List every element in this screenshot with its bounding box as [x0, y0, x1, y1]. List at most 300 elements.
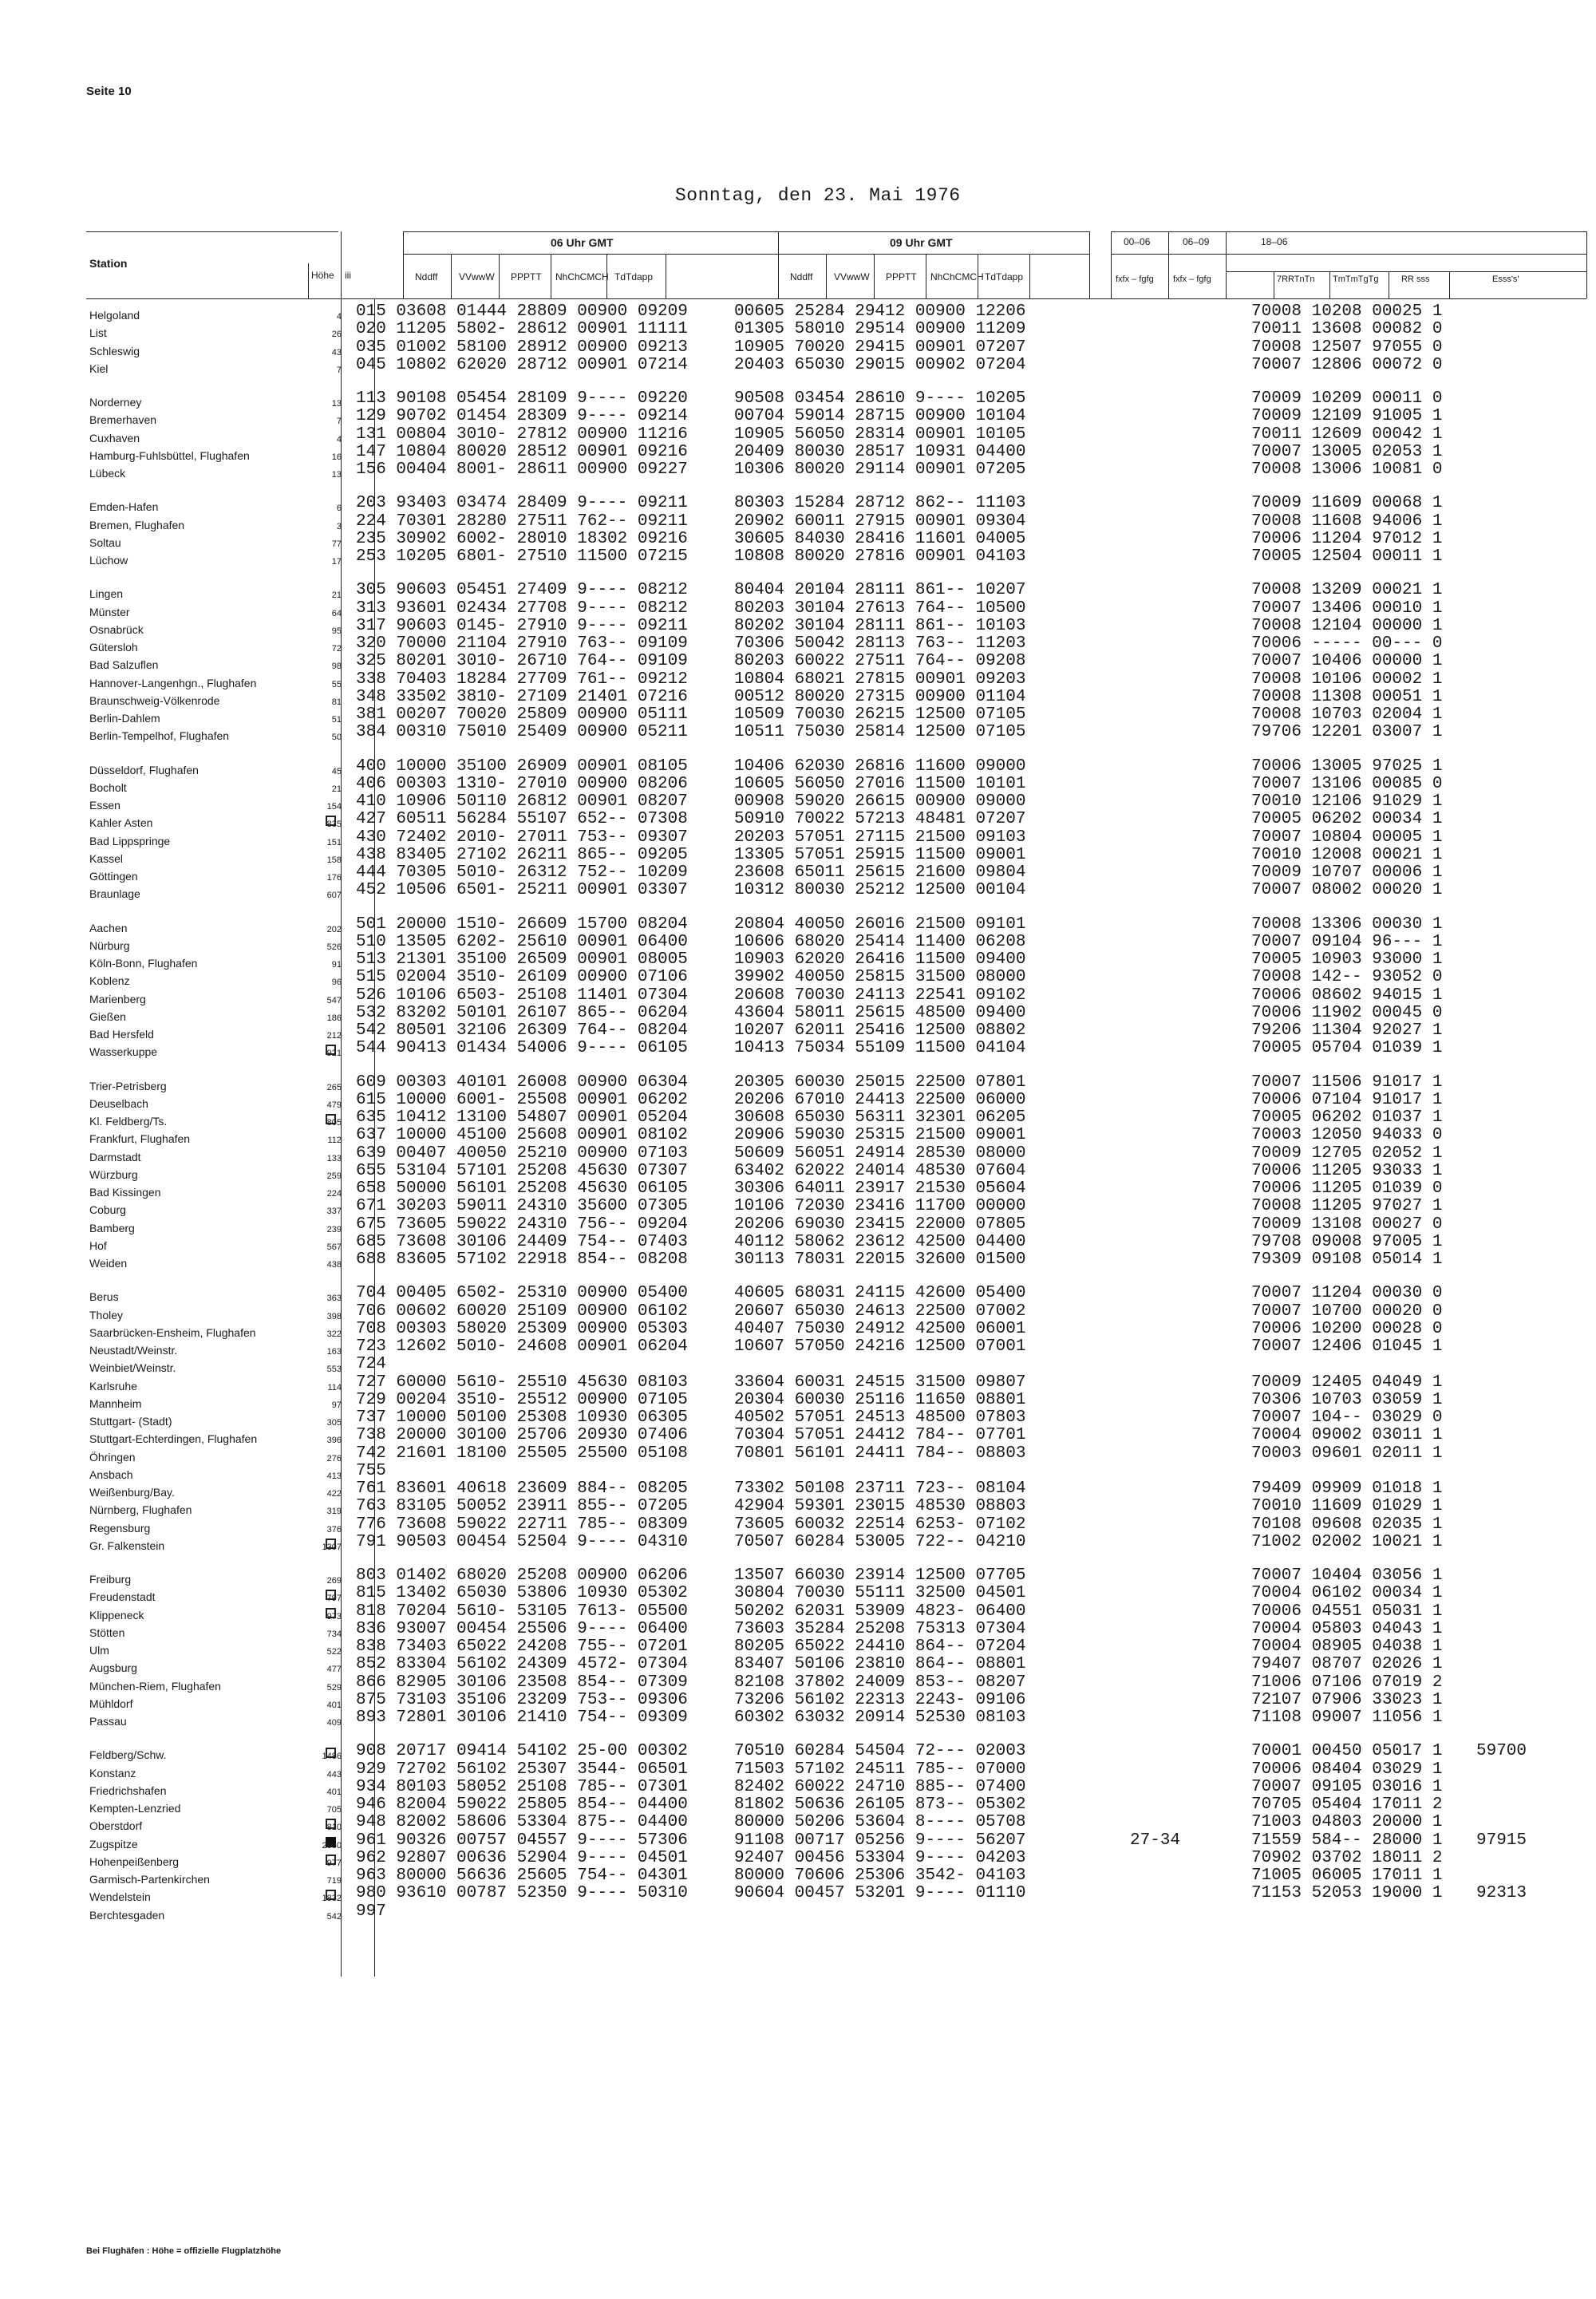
obs-06-utc: 727 60000 5610- 25510 45630 08103: [356, 1373, 688, 1392]
table-row: [0, 1409, 1596, 1427]
daily-summary: 70003 12050 94033 0: [1251, 1126, 1443, 1145]
station-height: 95: [331, 626, 342, 636]
table-row: [0, 1832, 1596, 1850]
daily-summary: 70007 10404 03056 1: [1251, 1566, 1443, 1585]
obs-06-utc: 708 00303 58020 25309 00900 05303: [356, 1319, 688, 1338]
station-name: Bad Hersfeld: [89, 1028, 154, 1041]
page-title: Sonntag, den 23. Mai 1976: [675, 185, 961, 206]
daily-summary: 70009 13108 00027 0: [1251, 1215, 1443, 1234]
daily-summary: 70011 13608 00082 0: [1251, 320, 1443, 339]
daily-summary: 70008 12104 00000 1: [1251, 616, 1443, 635]
table-row: [0, 531, 1596, 548]
station-name: Bremerhaven: [89, 413, 157, 427]
station-height: 810: [326, 1823, 342, 1833]
obs-06-utc: 639 00407 40050 25210 00900 07103: [356, 1144, 688, 1163]
obs-09-utc: 01305 58010 29514 00900 11209: [734, 320, 1026, 339]
obs-06-utc: 381 00207 70020 25809 00900 05111: [356, 705, 688, 724]
obs-09-utc: 80202 30104 28111 861-- 10103: [734, 616, 1026, 635]
station-name: Gütersloh: [89, 641, 138, 654]
obs-06-utc: 729 00204 3510- 25512 00900 07105: [356, 1390, 688, 1409]
table-row: [0, 1850, 1596, 1867]
obs-09-utc: 73605 60032 22514 6253- 07102: [734, 1515, 1026, 1534]
daily-summary: 70008 13006 10081 0: [1251, 460, 1443, 479]
daily-summary: 70011 12609 00042 1: [1251, 425, 1443, 444]
table-row: [0, 495, 1596, 512]
station-height: 45: [331, 766, 342, 776]
station-name: Helgoland: [89, 309, 140, 322]
obs-06-utc: 893 72801 30106 21410 754-- 09309: [356, 1708, 688, 1727]
station-name: Weinbiet/Weinstr.: [89, 1361, 176, 1375]
snow-extra: 97915: [1476, 1831, 1527, 1850]
station-height: 479: [326, 1100, 342, 1110]
station-name: Soltau: [89, 535, 121, 549]
station-height: 542: [326, 1911, 342, 1922]
obs-09-utc: 10509 70030 26215 12500 07105: [734, 705, 1026, 724]
obs-06-utc: 706 00602 60020 25109 00900 06102: [356, 1302, 688, 1321]
station-height: 921: [326, 1049, 342, 1059]
obs-09-utc: 39902 40050 25815 31500 08000: [734, 968, 1026, 987]
daily-summary: 70007 09104 96--- 1: [1251, 932, 1443, 951]
header-06-col-5: TdTdapp: [614, 271, 654, 282]
station-height: 553: [326, 1365, 342, 1375]
station-height: 17: [331, 557, 342, 567]
station-height: 719: [326, 1876, 342, 1886]
table-row: [0, 829, 1596, 847]
obs-06-utc: 113 90108 05454 28109 9---- 09220: [356, 389, 688, 408]
station-name: Freudenstadt: [89, 1590, 156, 1604]
header-09-col-4: NhChCMCH: [930, 271, 984, 282]
obs-06-utc: 755: [356, 1461, 386, 1480]
station-name: Cuxhaven: [89, 431, 140, 444]
station-height: 81: [331, 697, 342, 707]
table-row: [0, 1338, 1596, 1356]
station-name: Wendelstein: [89, 1890, 151, 1904]
footnote: Bei Flughäfen : Höhe = offizielle Flugplatzhöhe: [86, 2246, 282, 2256]
obs-09-utc: 10606 68020 25414 11400 06208: [734, 932, 1026, 951]
table-row: [0, 1603, 1596, 1621]
snow-extra: 59700: [1476, 1742, 1527, 1761]
station-name: Hamburg-Fuhlsbüttel, Flughafen: [89, 448, 250, 462]
table-row: [0, 1251, 1596, 1269]
station-height: 112: [327, 1136, 342, 1146]
obs-06-utc: 655 53104 57101 25208 45630 07307: [356, 1161, 688, 1180]
obs-06-utc: 948 82002 58606 53304 875-- 04400: [356, 1813, 688, 1832]
obs-06-utc: 035 01002 58100 28912 00900 09213: [356, 338, 688, 357]
obs-09-utc: 90508 03454 28610 9---- 10205: [734, 389, 1026, 408]
header-09-col-3: PPPTT: [886, 271, 917, 282]
table-row: [0, 1022, 1596, 1040]
station-height: 16: [331, 452, 342, 462]
obs-09-utc: 70801 56101 24411 784-- 08803: [734, 1444, 1026, 1463]
daily-summary: 70010 11609 01029 1: [1251, 1497, 1443, 1516]
obs-06-utc: 962 92807 00636 52904 9---- 04501: [356, 1848, 688, 1867]
daily-summary: 70008 10106 00002 1: [1251, 670, 1443, 689]
station-name: Wasserkuppe: [89, 1045, 158, 1059]
station-height: 322: [326, 1329, 342, 1339]
daily-summary: 70006 11205 93033 1: [1251, 1161, 1443, 1180]
daily-summary: 70005 05704 01039 1: [1251, 1039, 1443, 1058]
obs-06-utc: 430 72402 2010- 27011 753-- 09307: [356, 828, 688, 847]
obs-09-utc: 00512 80020 27315 00900 01104: [734, 687, 1026, 706]
table-row: [0, 776, 1596, 793]
header-tmtm: TmTmTgTg: [1333, 275, 1379, 284]
daily-summary: 70006 10200 00028 0: [1251, 1319, 1443, 1338]
daily-summary: 70006 11204 97012 1: [1251, 529, 1443, 548]
obs-06-utc: 235 30902 6002- 28010 18302 09216: [356, 529, 688, 548]
daily-summary: 71153 52053 19000 1: [1251, 1884, 1443, 1903]
station-height: 398: [326, 1311, 342, 1321]
station-name: Friedrichshafen: [89, 1784, 167, 1797]
table-row: [0, 1074, 1596, 1092]
table-row: [0, 1198, 1596, 1215]
table-row: [0, 1692, 1596, 1709]
obs-09-utc: 10905 70020 29415 00901 07207: [734, 338, 1026, 357]
daily-summary: 70006 07104 91017 1: [1251, 1090, 1443, 1109]
obs-06-utc: 838 73403 65022 24208 755-- 07201: [356, 1637, 688, 1656]
station-height: 7: [336, 417, 342, 427]
station-name: Berlin-Tempelhof, Flughafen: [89, 729, 230, 743]
station-height: 401: [326, 1787, 342, 1797]
table-row: [0, 1127, 1596, 1144]
station-height: 21: [331, 591, 342, 601]
daily-summary: 70004 08905 04038 1: [1251, 1637, 1443, 1656]
station-name: Nürnberg, Flughafen: [89, 1503, 192, 1517]
obs-09-utc: 82402 60022 24710 885-- 07400: [734, 1777, 1026, 1796]
obs-06-utc: 348 33502 3810- 27109 21401 07216: [356, 687, 688, 706]
obs-09-utc: 80203 30104 27613 764-- 10500: [734, 598, 1026, 618]
station-height: 50: [331, 733, 342, 743]
obs-09-utc: 63402 62022 24014 48530 07604: [734, 1161, 1026, 1180]
station-height: 376: [326, 1524, 342, 1535]
station-name: Klippeneck: [89, 1608, 144, 1622]
obs-06-utc: 542 80501 32106 26309 764-- 08204: [356, 1021, 688, 1040]
obs-06-utc: 961 90326 00757 04557 9---- 57306: [356, 1831, 688, 1850]
table-row: [0, 1163, 1596, 1180]
station-height: 705: [326, 1805, 342, 1815]
daily-summary: 70008 142-- 93052 0: [1251, 968, 1443, 987]
table-row: [0, 1374, 1596, 1392]
obs-09-utc: 73603 35284 25208 75313 07304: [734, 1619, 1026, 1638]
table-row: [0, 864, 1596, 882]
obs-09-utc: 00605 25284 29412 00900 12206: [734, 302, 1026, 321]
station-name: Neustadt/Weinstr.: [89, 1344, 178, 1357]
station-height: 43: [331, 347, 342, 357]
station-height: 734: [326, 1629, 342, 1639]
table-row: [0, 934, 1596, 951]
daily-summary: 71002 02002 10021 1: [1251, 1532, 1443, 1551]
station-name: Darmstadt: [89, 1150, 141, 1163]
station-height: 4: [336, 434, 342, 444]
station-name: Aachen: [89, 921, 128, 934]
table-row: [0, 1216, 1596, 1234]
obs-06-utc: 544 90413 01434 54006 9---- 06105: [356, 1039, 688, 1058]
station-name: Kahler Asten: [89, 816, 153, 830]
obs-09-utc: 70507 60284 53005 722-- 04210: [734, 1532, 1026, 1551]
station-height: 72: [331, 644, 342, 654]
obs-06-utc: 675 73605 59022 24310 756-- 09204: [356, 1215, 688, 1234]
daily-summary: 70004 09002 03011 1: [1251, 1426, 1443, 1445]
obs-06-utc: 818 70204 5610- 53105 7613- 05500: [356, 1602, 688, 1621]
station-height: 2960: [322, 1840, 342, 1851]
daily-summary: 70007 11506 91017 1: [1251, 1072, 1443, 1092]
table-row: [0, 1463, 1596, 1480]
obs-09-utc: 10106 72030 23416 11700 00000: [734, 1197, 1026, 1216]
station-name: Nürburg: [89, 938, 130, 952]
obs-06-utc: 724: [356, 1355, 386, 1374]
table-row: [0, 1621, 1596, 1638]
table-row: [0, 408, 1596, 425]
table-row: [0, 951, 1596, 969]
header-06-col-1: Nddff: [415, 271, 438, 282]
station-height: 55: [331, 679, 342, 689]
header-06-col-3: PPPTT: [511, 271, 542, 282]
station-height: 212: [326, 1031, 342, 1041]
daily-summary: 70009 12109 91005 1: [1251, 407, 1443, 426]
obs-06-utc: 738 20000 30100 25706 20930 07406: [356, 1426, 688, 1445]
daily-summary: 70003 09601 02011 1: [1251, 1444, 1443, 1463]
obs-06-utc: 156 00404 8001- 28611 00900 09227: [356, 460, 688, 479]
obs-06-utc: 908 20717 09414 54102 25-00 00302: [356, 1742, 688, 1761]
station-name: Norderney: [89, 396, 142, 409]
header-09-gmt: 09 Uhr GMT: [890, 236, 953, 249]
daily-summary: 70006 11205 01039 0: [1251, 1179, 1443, 1198]
obs-09-utc: 80203 60022 27511 764-- 09208: [734, 652, 1026, 671]
daily-summary: 70007 13406 00010 1: [1251, 598, 1443, 618]
daily-summary: 72107 07906 33023 1: [1251, 1690, 1443, 1709]
daily-summary: 79409 09909 01018 1: [1251, 1479, 1443, 1498]
station-height: 154: [326, 802, 342, 812]
station-name: Feldberg/Schw.: [89, 1748, 167, 1762]
obs-09-utc: 00704 59014 28715 00900 10104: [734, 407, 1026, 426]
daily-summary: 70007 13106 00085 0: [1251, 774, 1443, 793]
station-height: 401: [326, 1700, 342, 1710]
station-name: Hohenpeißenberg: [89, 1855, 180, 1868]
station-name: Bamberg: [89, 1221, 135, 1234]
station-height: 835: [326, 820, 342, 830]
table-row: [0, 969, 1596, 986]
station-height: 607: [326, 891, 342, 901]
daily-summary: 70004 06102 00034 1: [1251, 1584, 1443, 1603]
obs-06-utc: 852 83304 56102 24309 4572- 07304: [356, 1655, 688, 1674]
daily-summary: 71559 584-- 28000 1: [1251, 1831, 1443, 1850]
station-name: Düsseldorf, Flughafen: [89, 763, 199, 776]
header-esss: Esss's': [1492, 275, 1519, 284]
header-range-2: 06–09: [1183, 236, 1210, 247]
table-row: [0, 1903, 1596, 1921]
station-height: 6: [336, 504, 342, 514]
table-row: [0, 461, 1596, 479]
table-row: [0, 1180, 1596, 1198]
table-row: [0, 1109, 1596, 1127]
snow-extra: 92313: [1476, 1884, 1527, 1903]
daily-summary: 70007 13005 02053 1: [1251, 442, 1443, 461]
station-height: 276: [326, 1453, 342, 1464]
header-06-gmt: 06 Uhr GMT: [551, 236, 614, 249]
table-row: [0, 582, 1596, 599]
daily-summary: 70008 13306 00030 1: [1251, 914, 1443, 934]
obs-09-utc: 10804 68021 27815 00901 09203: [734, 670, 1026, 689]
station-name: Weißenburg/Bay.: [89, 1486, 175, 1499]
station-height: 422: [326, 1489, 342, 1499]
header-range-1: 00–06: [1124, 236, 1151, 247]
obs-09-utc: 33604 60031 24515 31500 09807: [734, 1373, 1026, 1392]
obs-06-utc: 513 21301 35100 26509 00901 08005: [356, 950, 688, 969]
obs-06-utc: 737 10000 50100 25308 10930 06305: [356, 1408, 688, 1427]
station-height: 176: [326, 873, 342, 883]
station-height: 1486: [322, 1752, 342, 1762]
daily-summary: 70005 12504 00011 1: [1251, 547, 1443, 566]
station-height: 319: [326, 1507, 342, 1517]
station-height: 567: [326, 1242, 342, 1252]
table-row: [0, 390, 1596, 408]
obs-06-utc: 020 11205 5802- 28612 00901 11111: [356, 320, 688, 339]
obs-06-utc: 526 10106 6503- 25108 11401 07304: [356, 986, 688, 1005]
station-name: Kiel: [89, 361, 109, 375]
station-name: Stötten: [89, 1625, 125, 1639]
station-height: 13: [331, 399, 342, 409]
page-number: Seite 10: [86, 85, 132, 98]
obs-09-utc: 70510 60284 54504 72--- 02003: [734, 1742, 1026, 1761]
obs-09-utc: 20906 59030 25315 21500 09001: [734, 1126, 1026, 1145]
obs-09-utc: 20304 60030 25116 11650 08801: [734, 1390, 1026, 1409]
header-range-1-sub: fxfx – fgfg: [1116, 275, 1154, 284]
daily-summary: 70006 11902 00045 0: [1251, 1003, 1443, 1022]
table-row: [0, 1005, 1596, 1022]
station-name: Augsburg: [89, 1661, 137, 1675]
gust-range: 27-34: [1130, 1831, 1181, 1850]
station-name: Garmisch-Partenkirchen: [89, 1873, 210, 1886]
station-name: Zugspitze: [89, 1837, 138, 1851]
daily-summary: 70004 05803 04043 1: [1251, 1619, 1443, 1638]
table-row: [0, 1092, 1596, 1109]
obs-09-utc: 92407 00456 53304 9---- 04203: [734, 1848, 1026, 1867]
obs-09-utc: 13507 66030 23914 12500 07705: [734, 1566, 1026, 1585]
station-height: 163: [326, 1347, 342, 1357]
obs-06-utc: 635 10412 13100 54807 00901 05204: [356, 1108, 688, 1127]
table-row: [0, 357, 1596, 374]
header-hoehe: Höhe: [311, 270, 334, 281]
table-row: [0, 1321, 1596, 1338]
daily-summary: 70705 05404 17011 2: [1251, 1795, 1443, 1814]
station-name: Bremen, Flughafen: [89, 518, 185, 531]
daily-summary: 70008 11608 94006 1: [1251, 512, 1443, 531]
table-row: [0, 618, 1596, 635]
header-station: Station: [89, 257, 128, 270]
obs-06-utc: 609 00303 40101 26008 00900 06304: [356, 1072, 688, 1092]
obs-06-utc: 875 73103 35106 23209 753-- 09306: [356, 1690, 688, 1709]
table-row: [0, 1867, 1596, 1885]
station-height: 1832: [322, 1894, 342, 1904]
obs-09-utc: 10808 80020 27816 00901 04103: [734, 547, 1026, 566]
station-name: Berlin-Dahlem: [89, 712, 160, 725]
obs-06-utc: 815 13402 65030 53806 10930 05302: [356, 1584, 688, 1603]
obs-06-utc: 384 00310 75010 25409 00900 05211: [356, 723, 688, 742]
daily-summary: 70007 11204 00030 0: [1251, 1284, 1443, 1303]
station-height: 973: [326, 1611, 342, 1622]
daily-summary: 70008 12507 97055 0: [1251, 338, 1443, 357]
station-height: 64: [331, 608, 342, 618]
daily-summary: 71108 09007 11056 1: [1251, 1708, 1443, 1727]
station-name: Koblenz: [89, 974, 130, 988]
table-row: [0, 1040, 1596, 1057]
header-09-col-5: TdTdapp: [985, 271, 1024, 282]
obs-09-utc: 40605 68031 24115 42600 05400: [734, 1284, 1026, 1303]
table-row: [0, 811, 1596, 828]
station-name: Karlsruhe: [89, 1379, 137, 1392]
obs-09-utc: 10406 62030 26816 11600 09000: [734, 756, 1026, 776]
obs-09-utc: 20206 69030 23415 22000 07805: [734, 1215, 1026, 1234]
obs-09-utc: 80404 20104 28111 861-- 10207: [734, 581, 1026, 600]
table-row: [0, 600, 1596, 618]
daily-summary: 70007 09105 03016 1: [1251, 1777, 1443, 1796]
obs-09-utc: 20206 67010 24413 22500 06000: [734, 1090, 1026, 1109]
table-row: [0, 1709, 1596, 1727]
table-row: [0, 1392, 1596, 1409]
obs-06-utc: 203 93403 03474 28409 9---- 09211: [356, 494, 688, 513]
station-height: 96: [331, 978, 342, 988]
table-row: [0, 1480, 1596, 1498]
obs-09-utc: 30605 84030 28416 11601 04005: [734, 529, 1026, 548]
obs-09-utc: 30608 65030 56311 32301 06205: [734, 1108, 1026, 1127]
table-row: [0, 689, 1596, 706]
station-name: Lüchow: [89, 554, 128, 567]
station-height: 158: [326, 855, 342, 865]
table-row: [0, 1796, 1596, 1814]
obs-06-utc: 305 90603 05451 27409 9---- 08212: [356, 581, 688, 600]
obs-06-utc: 671 30203 59011 24310 35600 07305: [356, 1197, 688, 1216]
obs-09-utc: 30306 64011 23917 21530 05604: [734, 1179, 1026, 1198]
daily-summary: 70006 08404 03029 1: [1251, 1760, 1443, 1779]
table-row: [0, 1567, 1596, 1585]
table-row: [0, 426, 1596, 444]
station-name: Saarbrücken-Ensheim, Flughafen: [89, 1325, 256, 1339]
station-height: 547: [326, 995, 342, 1005]
obs-06-utc: 501 20000 1510- 26609 15700 08204: [356, 914, 688, 934]
table-row: [0, 1145, 1596, 1163]
station-height: 305: [326, 1418, 342, 1428]
obs-06-utc: 400 10000 35100 26909 00901 08105: [356, 756, 688, 776]
station-name: Braunschweig-Völkenrode: [89, 693, 220, 707]
table-row: [0, 444, 1596, 461]
obs-09-utc: 30804 70030 55111 32500 04501: [734, 1584, 1026, 1603]
station-name: Köln-Bonn, Flughafen: [89, 957, 198, 970]
obs-09-utc: 20409 80030 28517 10931 04400: [734, 442, 1026, 461]
header-iii: iii: [345, 270, 351, 281]
obs-06-utc: 742 21601 18100 25505 25500 05108: [356, 1444, 688, 1463]
station-height: 98: [331, 662, 342, 672]
obs-09-utc: 20902 60011 27915 00901 09304: [734, 512, 1026, 531]
table-row: [0, 1498, 1596, 1515]
obs-09-utc: 00908 59020 26615 00900 09000: [734, 792, 1026, 811]
obs-06-utc: 444 70305 5010- 26312 752-- 10209: [356, 863, 688, 882]
obs-06-utc: 313 93601 02434 27708 9---- 08212: [356, 598, 688, 618]
obs-09-utc: 20305 60030 25015 22500 07801: [734, 1072, 1026, 1092]
station-height: 269: [326, 1576, 342, 1586]
table-row: [0, 793, 1596, 811]
station-height: 337: [326, 1207, 342, 1217]
station-name: Berus: [89, 1290, 119, 1304]
station-name: Hof: [89, 1238, 107, 1252]
daily-summary: 70006 ----- 00--- 0: [1251, 634, 1443, 653]
station-height: 477: [326, 1665, 342, 1675]
station-name: Göttingen: [89, 870, 138, 883]
station-height: 438: [326, 1260, 342, 1270]
obs-09-utc: 30113 78031 22015 32600 01500: [734, 1250, 1026, 1269]
table-row: [0, 1356, 1596, 1373]
obs-09-utc: 80205 65022 24410 864-- 07204: [734, 1637, 1026, 1656]
daily-summary: 79206 11304 92027 1: [1251, 1021, 1443, 1040]
obs-09-utc: 82108 37802 24009 853-- 08207: [734, 1673, 1026, 1692]
